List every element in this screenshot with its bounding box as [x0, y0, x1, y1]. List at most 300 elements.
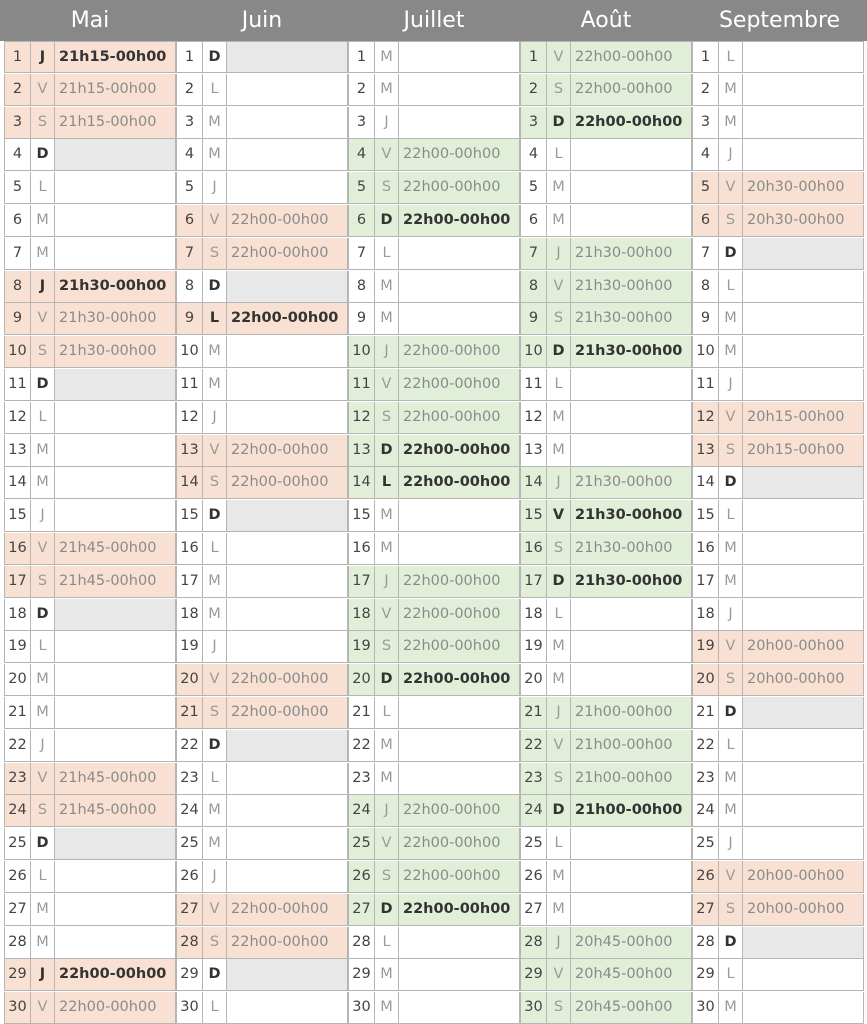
day-row[interactable] [692, 828, 864, 860]
time-slot [742, 927, 864, 959]
day-row[interactable] [4, 927, 176, 959]
day-row[interactable] [176, 894, 348, 926]
day-number: 23 [176, 763, 202, 795]
day-row[interactable] [176, 172, 348, 204]
time-slot [398, 41, 520, 73]
day-row[interactable] [348, 795, 520, 827]
day-row[interactable] [692, 467, 864, 499]
weekday-letter: M [374, 303, 398, 335]
time-slot: 21h00-00h00 [570, 763, 692, 795]
day-row[interactable] [4, 172, 176, 204]
day-row[interactable] [692, 927, 864, 959]
time-slot [570, 172, 692, 204]
weekday-letter: J [30, 271, 54, 303]
day-row[interactable] [520, 74, 692, 106]
day-row[interactable] [4, 599, 176, 631]
day-row[interactable] [176, 41, 348, 73]
time-slot: 21h15-00h00 [54, 107, 176, 139]
weekday-letter: M [374, 959, 398, 991]
day-row[interactable] [520, 959, 692, 991]
time-slot [54, 500, 176, 532]
day-row[interactable] [348, 238, 520, 270]
time-slot: 20h15-00h00 [742, 435, 864, 467]
day-number: 4 [4, 139, 30, 171]
weekday-letter: M [546, 402, 570, 434]
day-number: 16 [520, 533, 546, 565]
weekday-letter: D [546, 795, 570, 827]
time-slot: 20h00-00h00 [742, 631, 864, 663]
day-row[interactable] [348, 467, 520, 499]
time-slot [226, 828, 348, 860]
day-row[interactable] [4, 74, 176, 106]
time-slot: 21h45-00h00 [54, 533, 176, 565]
time-slot: 22h00-00h00 [398, 795, 520, 827]
day-row[interactable] [520, 566, 692, 598]
day-row[interactable] [348, 992, 520, 1024]
day-row[interactable] [176, 205, 348, 237]
day-row[interactable] [4, 828, 176, 860]
day-number: 6 [692, 205, 718, 237]
day-row[interactable] [4, 992, 176, 1024]
day-number: 10 [692, 336, 718, 368]
day-row[interactable] [348, 172, 520, 204]
weekday-letter: L [718, 500, 742, 532]
day-row[interactable] [4, 533, 176, 565]
day-row[interactable] [176, 435, 348, 467]
weekday-letter: D [30, 599, 54, 631]
weekday-letter: J [30, 41, 54, 73]
weekday-letter: V [30, 992, 54, 1024]
day-row[interactable] [520, 107, 692, 139]
day-row[interactable] [692, 533, 864, 565]
day-row[interactable] [4, 271, 176, 303]
weekday-letter: J [546, 697, 570, 729]
day-row[interactable] [348, 336, 520, 368]
day-number: 20 [520, 664, 546, 696]
time-slot [742, 107, 864, 139]
time-slot [226, 992, 348, 1024]
day-row[interactable] [692, 500, 864, 532]
time-slot [54, 238, 176, 270]
weekday-letter: J [374, 336, 398, 368]
day-row[interactable] [520, 828, 692, 860]
day-number: 18 [692, 599, 718, 631]
day-number: 21 [4, 697, 30, 729]
day-row[interactable] [348, 369, 520, 401]
weekday-letter: S [30, 107, 54, 139]
time-slot [398, 992, 520, 1024]
weekday-letter: L [30, 402, 54, 434]
weekday-letter: V [202, 894, 226, 926]
weekday-letter: M [202, 599, 226, 631]
day-number: 29 [520, 959, 546, 991]
day-row[interactable] [692, 730, 864, 762]
day-row[interactable] [176, 959, 348, 991]
day-row[interactable] [4, 566, 176, 598]
day-row[interactable] [348, 730, 520, 762]
day-number: 7 [176, 238, 202, 270]
day-row[interactable] [176, 566, 348, 598]
day-number: 15 [692, 500, 718, 532]
day-row[interactable] [4, 435, 176, 467]
time-slot: 21h30-00h00 [570, 566, 692, 598]
time-slot: 22h00-00h00 [226, 467, 348, 499]
day-row[interactable] [176, 828, 348, 860]
day-row[interactable] [348, 533, 520, 565]
time-slot [54, 664, 176, 696]
day-row[interactable] [692, 664, 864, 696]
day-row[interactable] [520, 271, 692, 303]
day-row[interactable] [348, 139, 520, 171]
day-row[interactable] [520, 41, 692, 73]
time-slot [54, 599, 176, 631]
time-slot [54, 402, 176, 434]
time-slot [54, 927, 176, 959]
day-row[interactable] [176, 500, 348, 532]
time-slot: 21h45-00h00 [54, 795, 176, 827]
day-row[interactable] [4, 107, 176, 139]
day-row[interactable] [348, 74, 520, 106]
weekday-letter: L [202, 992, 226, 1024]
weekday-letter: M [374, 992, 398, 1024]
day-number: 3 [4, 107, 30, 139]
day-row[interactable] [348, 500, 520, 532]
day-number: 8 [176, 271, 202, 303]
day-row[interactable] [4, 336, 176, 368]
day-row[interactable] [692, 303, 864, 335]
day-row[interactable] [692, 435, 864, 467]
time-slot: 22h00-00h00 [226, 697, 348, 729]
day-row[interactable] [176, 402, 348, 434]
time-slot [226, 41, 348, 73]
day-row[interactable] [348, 631, 520, 663]
day-row[interactable] [520, 467, 692, 499]
day-number: 25 [692, 828, 718, 860]
day-number: 6 [520, 205, 546, 237]
day-row[interactable] [176, 631, 348, 663]
day-row[interactable] [176, 533, 348, 565]
day-row[interactable] [176, 369, 348, 401]
day-number: 8 [520, 271, 546, 303]
weekday-letter: M [202, 566, 226, 598]
weekday-letter: J [718, 369, 742, 401]
day-number: 16 [348, 533, 374, 565]
time-slot [742, 74, 864, 106]
time-slot: 21h30-00h00 [570, 500, 692, 532]
day-number: 17 [520, 566, 546, 598]
day-row[interactable] [692, 271, 864, 303]
day-row[interactable] [176, 107, 348, 139]
day-row[interactable] [4, 861, 176, 893]
time-slot [54, 369, 176, 401]
day-row[interactable] [692, 41, 864, 73]
weekday-letter: M [374, 74, 398, 106]
day-row[interactable] [520, 435, 692, 467]
day-number: 26 [348, 861, 374, 893]
weekday-letter: V [202, 435, 226, 467]
day-number: 17 [176, 566, 202, 598]
day-row[interactable] [520, 172, 692, 204]
day-row[interactable] [520, 205, 692, 237]
time-slot [570, 369, 692, 401]
day-row[interactable] [692, 894, 864, 926]
day-row[interactable] [4, 205, 176, 237]
day-number: 9 [692, 303, 718, 335]
day-row[interactable] [520, 139, 692, 171]
time-slot: 22h00-00h00 [398, 599, 520, 631]
day-number: 20 [176, 664, 202, 696]
day-row[interactable] [348, 303, 520, 335]
weekday-letter: D [546, 107, 570, 139]
day-row[interactable] [4, 631, 176, 663]
weekday-letter: M [374, 500, 398, 532]
day-row[interactable] [4, 730, 176, 762]
day-row[interactable] [348, 271, 520, 303]
day-row[interactable] [692, 139, 864, 171]
time-slot: 20h45-00h00 [570, 959, 692, 991]
time-slot [742, 992, 864, 1024]
time-slot [54, 435, 176, 467]
day-row[interactable] [520, 664, 692, 696]
day-number: 18 [4, 599, 30, 631]
day-row[interactable] [4, 795, 176, 827]
day-number: 30 [348, 992, 374, 1024]
weekday-letter: L [718, 271, 742, 303]
time-slot: 22h00-00h00 [398, 205, 520, 237]
time-slot: 22h00-00h00 [398, 402, 520, 434]
day-row[interactable] [4, 894, 176, 926]
weekday-letter: M [718, 566, 742, 598]
weekday-letter: D [202, 500, 226, 532]
day-number: 17 [348, 566, 374, 598]
day-row[interactable] [692, 599, 864, 631]
weekday-letter: S [546, 763, 570, 795]
day-row[interactable] [176, 336, 348, 368]
day-row[interactable] [4, 467, 176, 499]
day-row[interactable] [692, 172, 864, 204]
day-row[interactable] [348, 566, 520, 598]
day-row[interactable] [176, 238, 348, 270]
day-number: 22 [520, 730, 546, 762]
day-row[interactable] [692, 205, 864, 237]
day-row[interactable] [176, 927, 348, 959]
day-row[interactable] [520, 730, 692, 762]
time-slot: 22h00-00h00 [398, 861, 520, 893]
day-row[interactable] [520, 238, 692, 270]
day-number: 8 [692, 271, 718, 303]
time-slot [54, 861, 176, 893]
day-number: 17 [4, 566, 30, 598]
day-row[interactable] [176, 599, 348, 631]
day-row[interactable] [348, 107, 520, 139]
day-row[interactable] [4, 697, 176, 729]
day-row[interactable] [520, 599, 692, 631]
time-slot: 21h30-00h00 [54, 271, 176, 303]
day-row[interactable] [348, 205, 520, 237]
time-slot: 22h00-00h00 [398, 631, 520, 663]
day-row[interactable] [520, 763, 692, 795]
weekday-letter: S [546, 74, 570, 106]
day-number: 18 [520, 599, 546, 631]
day-row[interactable] [520, 927, 692, 959]
day-row[interactable] [520, 303, 692, 335]
day-row[interactable] [520, 795, 692, 827]
time-slot [54, 467, 176, 499]
weekday-letter: D [374, 435, 398, 467]
day-number: 15 [348, 500, 374, 532]
day-row[interactable] [692, 566, 864, 598]
day-row[interactable] [348, 599, 520, 631]
day-row[interactable] [176, 763, 348, 795]
day-row[interactable] [4, 139, 176, 171]
weekday-letter: L [202, 533, 226, 565]
time-slot: 22h00-00h00 [226, 435, 348, 467]
time-slot: 21h45-00h00 [54, 566, 176, 598]
day-row[interactable] [176, 467, 348, 499]
day-row[interactable] [520, 697, 692, 729]
time-slot: 20h30-00h00 [742, 205, 864, 237]
day-number: 11 [4, 369, 30, 401]
day-row[interactable] [348, 861, 520, 893]
day-row[interactable] [520, 336, 692, 368]
day-number: 9 [176, 303, 202, 335]
weekday-letter: M [718, 795, 742, 827]
day-row[interactable] [520, 369, 692, 401]
weekday-letter: M [546, 861, 570, 893]
day-row[interactable] [520, 861, 692, 893]
day-row[interactable] [348, 435, 520, 467]
weekday-letter: J [374, 107, 398, 139]
weekday-letter: V [546, 500, 570, 532]
weekday-letter: M [202, 828, 226, 860]
day-row[interactable] [176, 139, 348, 171]
day-row[interactable] [520, 402, 692, 434]
time-slot [742, 599, 864, 631]
day-number: 18 [348, 599, 374, 631]
weekday-letter: V [718, 402, 742, 434]
day-row[interactable] [692, 238, 864, 270]
day-row[interactable] [520, 894, 692, 926]
day-row[interactable] [692, 402, 864, 434]
day-number: 2 [4, 74, 30, 106]
day-number: 1 [692, 41, 718, 73]
weekday-letter: J [30, 730, 54, 762]
day-row[interactable] [692, 631, 864, 663]
day-row[interactable] [176, 861, 348, 893]
day-row[interactable] [4, 402, 176, 434]
weekday-letter: V [718, 172, 742, 204]
weekday-letter: J [546, 238, 570, 270]
day-row[interactable] [348, 927, 520, 959]
day-number: 7 [4, 238, 30, 270]
time-slot: 21h30-00h00 [570, 467, 692, 499]
day-row[interactable] [4, 763, 176, 795]
day-row[interactable] [348, 697, 520, 729]
day-row[interactable] [348, 402, 520, 434]
day-row[interactable] [520, 500, 692, 532]
day-row[interactable] [348, 41, 520, 73]
weekday-letter: D [718, 697, 742, 729]
day-row[interactable] [4, 959, 176, 991]
day-row[interactable] [348, 959, 520, 991]
day-row[interactable] [348, 763, 520, 795]
day-row[interactable] [692, 959, 864, 991]
weekday-letter: V [374, 369, 398, 401]
day-row[interactable] [692, 369, 864, 401]
day-number: 19 [4, 631, 30, 663]
day-row[interactable] [692, 861, 864, 893]
day-row[interactable] [692, 697, 864, 729]
time-slot [742, 795, 864, 827]
day-row[interactable] [4, 369, 176, 401]
day-row[interactable] [520, 631, 692, 663]
time-slot [226, 172, 348, 204]
weekday-letter: S [718, 205, 742, 237]
weekday-letter: M [30, 927, 54, 959]
day-row[interactable] [176, 992, 348, 1024]
day-row[interactable] [692, 74, 864, 106]
time-slot [570, 435, 692, 467]
weekday-letter: M [374, 730, 398, 762]
day-number: 9 [348, 303, 374, 335]
weekday-letter: V [374, 828, 398, 860]
day-row[interactable] [692, 795, 864, 827]
day-row[interactable] [4, 303, 176, 335]
time-slot: 22h00-00h00 [570, 107, 692, 139]
day-row[interactable] [176, 664, 348, 696]
day-number: 22 [4, 730, 30, 762]
time-slot [54, 172, 176, 204]
weekday-letter: M [30, 467, 54, 499]
day-row[interactable] [4, 500, 176, 532]
day-row[interactable] [348, 894, 520, 926]
day-row[interactable] [520, 533, 692, 565]
time-slot: 21h30-00h00 [54, 336, 176, 368]
weekday-letter: S [546, 533, 570, 565]
day-row[interactable] [692, 763, 864, 795]
day-row[interactable] [348, 828, 520, 860]
day-row[interactable] [4, 238, 176, 270]
weekday-letter: S [546, 303, 570, 335]
day-number: 16 [692, 533, 718, 565]
day-row[interactable] [4, 664, 176, 696]
weekday-letter: J [30, 500, 54, 532]
time-slot [570, 861, 692, 893]
time-slot [742, 566, 864, 598]
day-row[interactable] [692, 107, 864, 139]
day-row[interactable] [176, 697, 348, 729]
day-row[interactable] [692, 992, 864, 1024]
day-row[interactable] [176, 303, 348, 335]
time-slot: 20h00-00h00 [742, 664, 864, 696]
day-row[interactable] [176, 795, 348, 827]
day-row[interactable] [348, 664, 520, 696]
day-number: 12 [348, 402, 374, 434]
day-row[interactable] [692, 336, 864, 368]
day-row[interactable] [520, 992, 692, 1024]
weekday-letter: M [202, 369, 226, 401]
day-row[interactable] [4, 41, 176, 73]
time-slot: 20h30-00h00 [742, 172, 864, 204]
day-row[interactable] [176, 271, 348, 303]
day-number: 5 [692, 172, 718, 204]
day-row[interactable] [176, 730, 348, 762]
time-slot [226, 336, 348, 368]
day-row[interactable] [176, 74, 348, 106]
weekday-letter: M [546, 172, 570, 204]
day-number: 30 [4, 992, 30, 1024]
day-number: 1 [520, 41, 546, 73]
